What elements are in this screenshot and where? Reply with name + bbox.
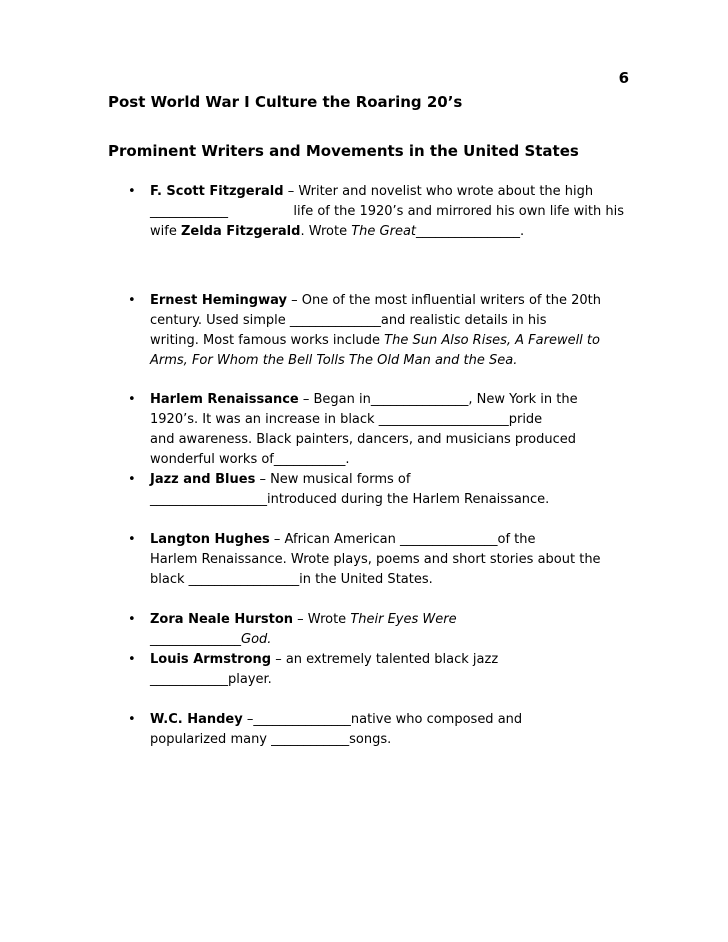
entry-line — [150, 331, 624, 351]
entry-name: Zelda Fitzgerald — [180, 224, 301, 239]
entry-text: introduced during the Harlem Renaissance. — [267, 492, 550, 507]
entry-line — [150, 450, 624, 470]
entry-line — [150, 311, 624, 331]
entry-line — [150, 390, 624, 410]
entry-text: – New musical forms of — [255, 472, 411, 487]
entry-louis-armstrong — [128, 650, 624, 690]
entry-text: of the — [497, 532, 536, 547]
entry-line — [150, 470, 624, 490]
work-title: God. — [241, 632, 272, 647]
fill-blank: __________________ — [150, 492, 267, 507]
entry-line — [150, 670, 624, 690]
entry-line — [150, 610, 624, 630]
entry-line — [150, 351, 624, 371]
entry-name: Zora Neale Hurston — [150, 612, 294, 627]
entry-name: Jazz and Blues — [150, 472, 256, 487]
entry-text: . — [345, 452, 350, 467]
entry-text: wonderful works of — [150, 452, 274, 467]
entry-line — [150, 291, 624, 311]
entry-name: F. Scott Fitzgerald — [150, 184, 284, 199]
section-heading: Prominent Writers and Movements in the United States — [108, 142, 579, 160]
entry-line — [150, 222, 624, 242]
entry-name: Ernest Hemingway — [150, 293, 287, 308]
fill-blank: ___________ — [273, 452, 346, 467]
entry-name: W.C. Handey — [150, 712, 243, 727]
entry-fitzgerald — [128, 182, 624, 242]
page-number: 6 — [618, 69, 629, 87]
entry-text: . — [520, 224, 525, 239]
entry-text: – Wrote — [293, 612, 351, 627]
entry-text: century. Used simple — [150, 313, 290, 328]
entry-line — [150, 730, 624, 750]
entry-name: Langton Hughes — [150, 532, 270, 547]
fill-blank: _______________ — [253, 712, 351, 727]
entry-wc-handey — [128, 710, 624, 750]
entry-line — [150, 182, 624, 202]
entry-jazz-and-blues — [128, 470, 624, 510]
entry-text: life of the 1920’s and mirrored his own life with his — [293, 204, 624, 219]
entry-text: – Began in — [298, 392, 371, 407]
entry-text: writing. Most famous works include — [150, 333, 385, 348]
work-title: Arms, For Whom the Bell Tolls The Old Man and the Sea. — [150, 353, 518, 368]
entry-text: songs. — [349, 732, 392, 747]
entry-text: , New York in the — [468, 392, 578, 407]
entry-line — [150, 202, 624, 222]
entry-text: popularized many — [150, 732, 272, 747]
entry-line — [150, 490, 624, 510]
fill-blank: _________________ — [188, 572, 300, 587]
fill-blank: ______________ — [150, 632, 241, 647]
entry-line — [150, 550, 624, 570]
entry-text: 1920’s. It was an increase in black — [150, 412, 379, 427]
entry-text: pride — [508, 412, 543, 427]
entries-list — [128, 182, 624, 750]
fill-blank: ____________ — [150, 204, 228, 219]
entry-text: and realistic details in his — [380, 313, 547, 328]
entry-text: – an extremely talented black jazz — [271, 652, 499, 667]
entry-text: – African American — [269, 532, 401, 547]
entry-line — [150, 410, 624, 430]
fill-blank: ______________ — [289, 313, 381, 328]
fill-blank: ____________ — [150, 672, 228, 687]
entry-name: Louis Armstrong — [150, 652, 272, 667]
entry-line — [150, 630, 624, 650]
entry-text: player. — [228, 672, 272, 687]
entry-langton-hughes — [128, 530, 624, 590]
fill-blank: _______________ — [400, 532, 498, 547]
fill-blank: ________________ — [416, 224, 521, 239]
entry-line — [150, 430, 624, 450]
entry-line — [150, 710, 624, 730]
entry-text: . Wrote — [300, 224, 352, 239]
entry-line-start — [150, 182, 593, 202]
entry-text: – One of the most influential writers of the 20th — [286, 293, 601, 308]
entry-text: in the United States. — [299, 572, 433, 587]
entry-hemingway — [128, 291, 624, 371]
fill-blank: _______________ — [370, 392, 469, 407]
work-title: The Sun Also Rises, A Farewell to — [384, 333, 600, 348]
work-title: The Great — [351, 224, 417, 239]
entry-text: – — [242, 712, 254, 727]
entry-text: and awareness. Black painters, dancers, and musicians produced — [150, 432, 576, 447]
entry-text: native who composed and — [350, 712, 523, 727]
fill-blank: ____________ — [271, 732, 350, 747]
entry-text: black — [150, 572, 189, 587]
entry-text: wife — [150, 224, 181, 239]
entry-text: – Writer and novelist who wrote about the high — [283, 184, 594, 199]
entry-line — [150, 650, 624, 670]
entry-line — [150, 530, 624, 550]
entry-harlem-renaissance — [128, 390, 624, 470]
entry-text: Harlem Renaissance. Wrote plays, poems and short stories about the — [150, 552, 601, 567]
entry-zora-neale-hurston — [128, 610, 624, 650]
entry-name: Harlem Renaissance — [150, 392, 299, 407]
page-title: Post World War I Culture the Roaring 20’s — [108, 93, 463, 111]
entry-line — [150, 570, 624, 590]
work-title: Their Eyes Were — [350, 612, 457, 627]
fill-blank: ____________________ — [378, 412, 509, 427]
